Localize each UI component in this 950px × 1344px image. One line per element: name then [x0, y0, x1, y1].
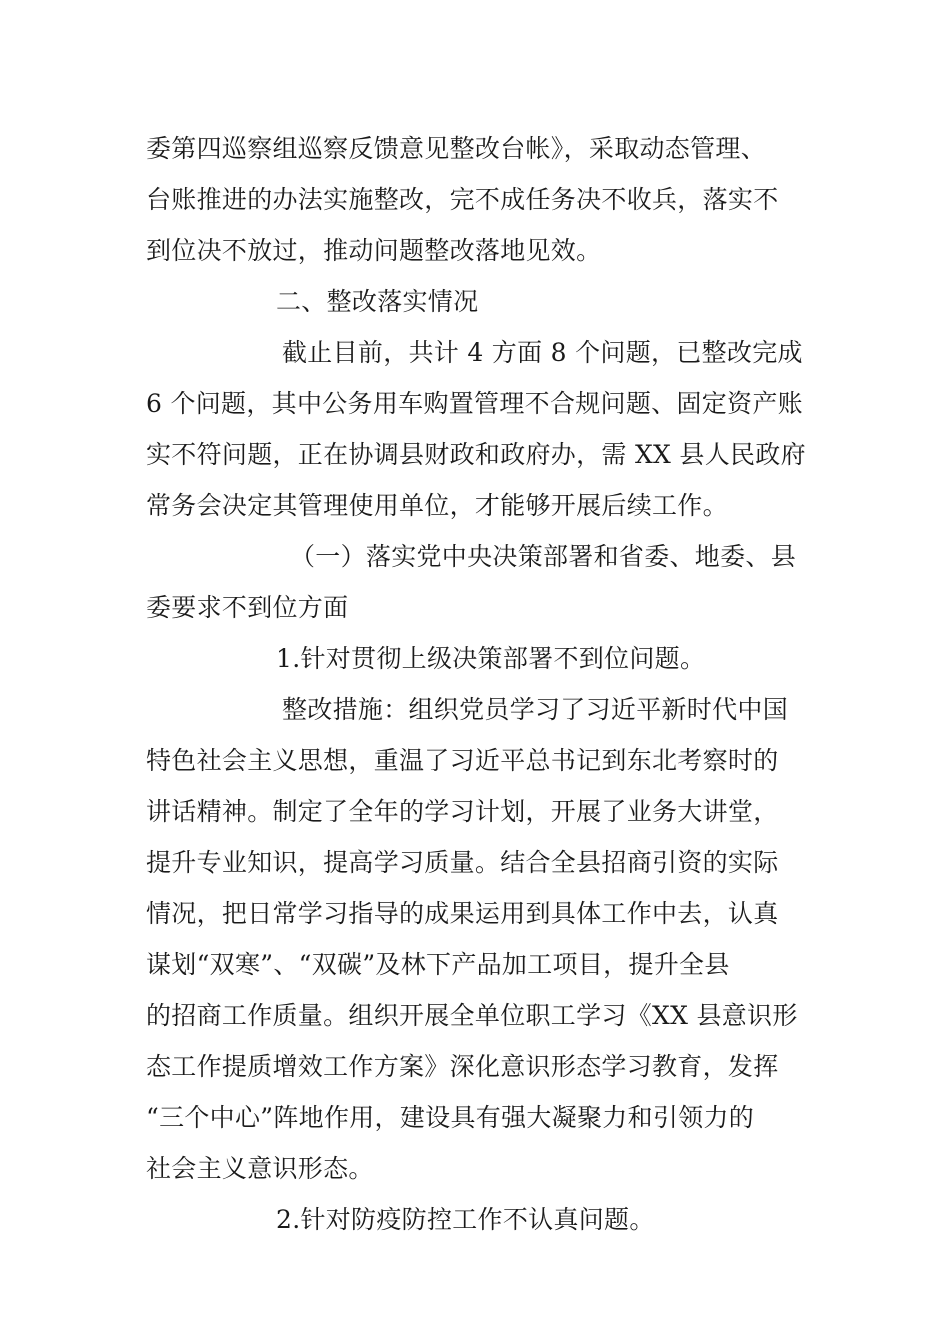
- paragraph-line: 的招商工作质量。组织开展全单位职工学习《XX 县意识形: [146, 1001, 798, 1030]
- paragraph-line: 谋划“双寒”、“双碳”及林下产品加工项目，提升全县: [146, 950, 730, 979]
- paragraph-line: 到位决不放过，推动问题整改落地见效。: [146, 236, 602, 265]
- paragraph-line: 特色社会主义思想，重温了习近平总书记到东北考察时的: [146, 746, 779, 775]
- paragraph-line: 情况，把日常学习指导的成果运用到具体工作中去，认真: [146, 899, 779, 928]
- paragraph-line: 6 个问题，其中公务用车购置管理不合规问题、固定资产账: [146, 389, 803, 418]
- item-heading: 2.针对防疫防控工作不认真问题。: [276, 1205, 655, 1234]
- paragraph-line: 社会主义意识形态。: [146, 1154, 374, 1183]
- paragraph-line: 委第四巡察组巡察反馈意见整改台帐》，采取动态管理、: [146, 134, 767, 163]
- paragraph-line: 截止目前，共计 4 方面 8 个问题，已整改完成: [282, 338, 803, 367]
- paragraph-line: 常务会决定其管理使用单位，才能够开展后续工作。: [146, 491, 728, 520]
- paragraph-line: 整改措施：组织党员学习了习近平新时代中国: [282, 695, 789, 724]
- paragraph-line: “三个中心”阵地作用，建设具有强大凝聚力和引领力的: [146, 1103, 755, 1132]
- paragraph-line: 提升专业知识，提高学习质量。结合全县招商引资的实际: [146, 848, 779, 877]
- subsection-heading: （一）落实党中央决策部署和省委、地委、县: [290, 542, 797, 571]
- section-heading: 二、整改落实情况: [276, 287, 479, 316]
- paragraph-line: 台账推进的办法实施整改，完不成任务决不收兵，落实不: [146, 185, 779, 214]
- item-heading: 1.针对贯彻上级决策部署不到位问题。: [276, 644, 706, 673]
- paragraph-line: 实不符问题，正在协调县财政和政府办，需 XX 县人民政府: [146, 440, 806, 469]
- subsection-heading: 委要求不到位方面: [146, 593, 349, 622]
- paragraph-line: 讲话精神。制定了全年的学习计划，开展了业务大讲堂，: [146, 797, 779, 826]
- paragraph-line: 态工作提质增效工作方案》深化意识形态学习教育，发挥: [146, 1052, 779, 1081]
